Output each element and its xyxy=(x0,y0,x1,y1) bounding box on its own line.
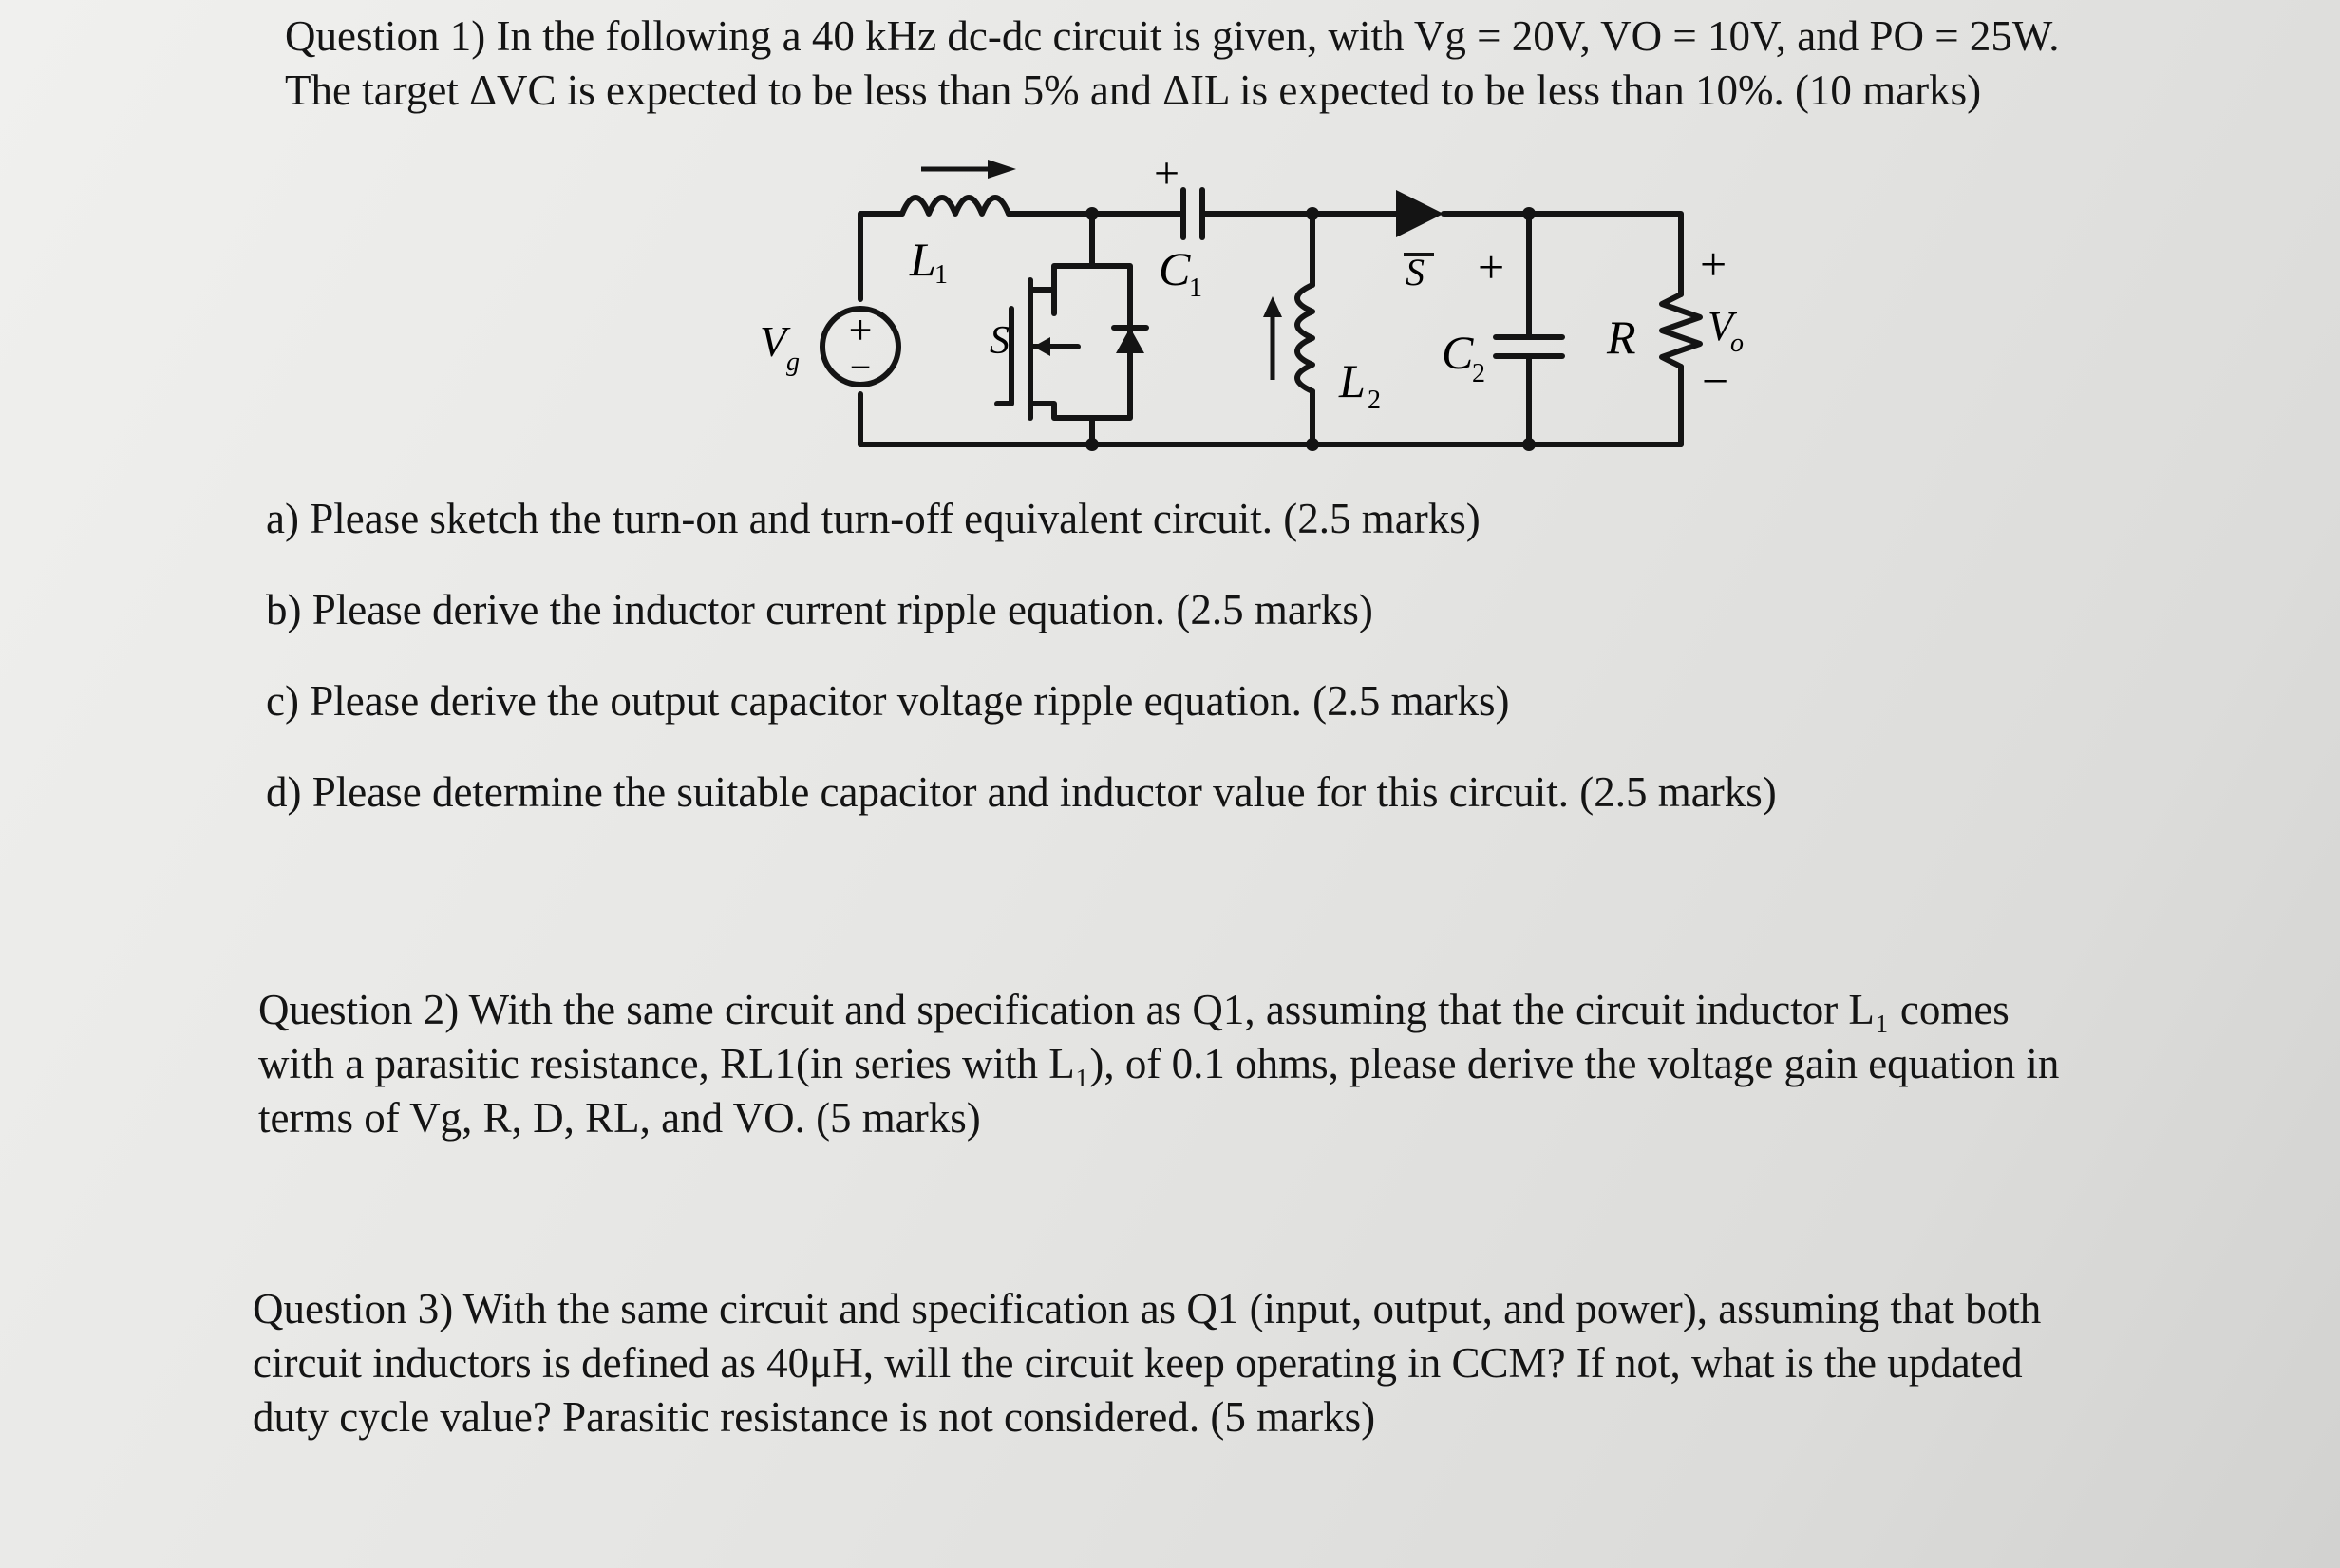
question-3-text xyxy=(253,1282,2041,1445)
question-2-line: terms of Vg, R, D, RL, and VO. (5 marks) xyxy=(258,1094,981,1142)
vo-minus-sign: − xyxy=(1702,354,1729,407)
part-a: a) Please sketch the turn-on and turn-off equivalent circuit. (2.5 marks) xyxy=(266,495,1481,542)
l1-label: L xyxy=(910,233,936,286)
question-3-line: Question 3) With the same circuit and specification as Q1 (input, output, and power), assuming that both xyxy=(253,1285,2042,1332)
c1-subscript: 1 xyxy=(1189,274,1202,303)
part-b: b) Please derive the inductor current ripple equation. (2.5 marks) xyxy=(266,586,1373,633)
vg-label: V xyxy=(760,317,787,366)
vo-subscript: o xyxy=(1730,329,1744,358)
vo-label: V xyxy=(1708,303,1733,349)
question-1-text xyxy=(285,9,2059,118)
source-minus-sign: − xyxy=(849,346,872,388)
vo-plus-sign: + xyxy=(1700,237,1727,291)
question-1-parts xyxy=(266,492,1777,857)
question-2-line: Question 2) With the same circuit and specification as Q1, assuming that the circuit inductor L₁ comes xyxy=(258,986,2010,1033)
r-label: R xyxy=(1607,311,1636,364)
question-3-line: circuit inductors is defined as 40μH, will the circuit keep operating in CCM? If not, what is the updated xyxy=(253,1339,2023,1387)
c1-plus-sign: + xyxy=(1154,148,1180,198)
question-2-line: with a parasitic resistance, RL1(in series with L₁), of 0.1 ohms, please derive the voltage gain equation in xyxy=(258,1040,2060,1087)
part-c: c) Please derive the output capacitor voltage ripple equation. (2.5 marks) xyxy=(266,677,1510,725)
l1-subscript: 1 xyxy=(934,260,948,290)
switch-label: S xyxy=(990,319,1010,363)
diode-label: S xyxy=(1406,251,1425,293)
l2-subscript: 2 xyxy=(1368,386,1381,415)
vg-subscript: g xyxy=(786,348,800,377)
c2-plus-sign: + xyxy=(1478,240,1505,293)
part-d: d) Please determine the suitable capacitor and inductor value for this circuit. (2.5 marks) xyxy=(266,768,1777,816)
l2-label: L xyxy=(1339,354,1366,407)
question-1-line: Question 1) In the following a 40 kHz dc-dc circuit is given, with Vg = 20V, VO = 10V, and PO = 25W. xyxy=(285,12,2060,60)
question-2-text xyxy=(258,983,2059,1145)
c2-subscript: 2 xyxy=(1472,359,1485,388)
c1-label: C xyxy=(1159,242,1191,295)
c2-label: C xyxy=(1442,326,1474,379)
source-plus-sign: + xyxy=(848,307,873,353)
question-1-line: The target ΔVC is expected to be less than 5% and ΔIL is expected to be less than 10%. (10 marks) xyxy=(285,66,1982,114)
question-3-line: duty cycle value? Parasitic resistance is not considered. (5 marks) xyxy=(253,1393,1376,1441)
circuit-diagram xyxy=(741,142,1766,465)
